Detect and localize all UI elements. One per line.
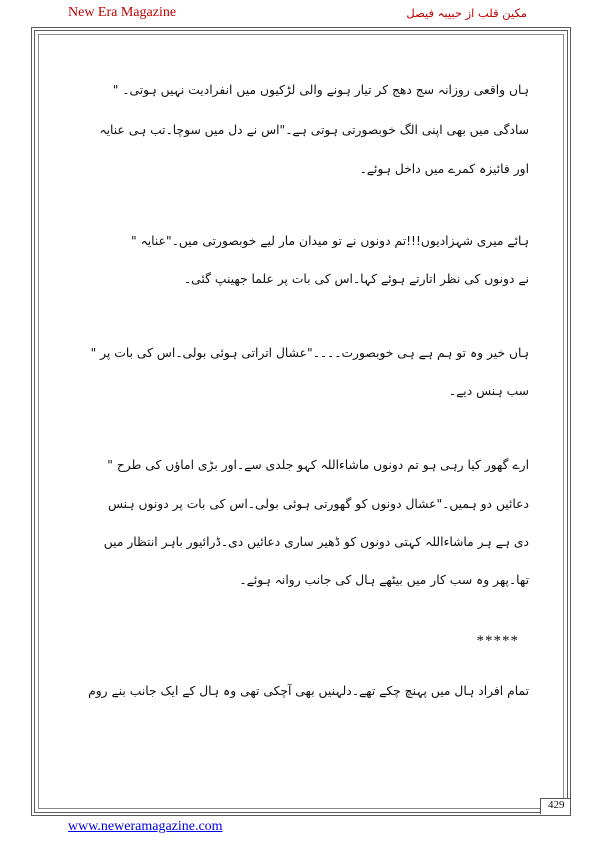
story-title: مکین قلب از حبیبہ فیصل [406, 6, 527, 20]
scene-break: ***** [476, 633, 519, 649]
body-line-12: تمام افراد ہال میں پہنچ چکے تھے۔دلہنیں بھی آچکی تھی وہ ہال کے ایک جانب بنے روم [88, 684, 529, 698]
footer-website-link[interactable]: www.neweramagazine.com [68, 819, 223, 834]
body-line-2: سادگی میں بھی اپنی الگ خوبصورتی ہوتی ہے۔"اس نے دل میں سوچا۔تب ہی عنایہ [99, 123, 529, 137]
body-line-8: ارے گھور کیا رہی ہو تم دونوں ماشاءاللہ کہو جلدی سے۔اور بڑی اماؤں کی طرح " [107, 458, 529, 472]
body-line-7: سب ہنس دیے۔ [448, 384, 529, 398]
magazine-name: New Era Magazine [68, 5, 177, 20]
body-line-5: نے دونوں کی نظر اتارتے ہوئے کہا۔اس کی بات پر علما جھینپ گئی۔ [183, 272, 529, 286]
page-number: 429 [548, 799, 565, 811]
body-line-4: ہائے میری شہزادیوں!!!تم دونوں نے تو میدان مار لیے خوبصورتی میں۔"عنایہ " [130, 234, 529, 248]
body-line-9: دعائیں دو ہمیں۔"عشال دونوں کو گھورتی ہوئی بولی۔اس کی بات پر دونوں ہنس [107, 497, 529, 511]
body-line-3: اور فائیزہ کمرے میں داخل ہوئے۔ [359, 162, 529, 176]
body-line-1: ہاں واقعی روزانہ سج دھج کر تیار ہونے والی لڑکیوں میں انفرادیت نہیں ہوتی۔ " [112, 83, 529, 97]
body-line-6: ہاں خیر وہ تو ہم ہے ہی خوبصورت۔۔۔۔"عشال اتراتی ہوئی بولی۔اس کی بات پر " [90, 346, 529, 360]
body-line-10: دی ہے ہر ماشاءاللہ کہتی دونوں کو ڈھیر ساری دعائیں دی۔ڈرائیور باہر انتظار میں [103, 535, 529, 549]
body-line-11: تھا۔پھر وہ سب کار میں بیٹھے ہال کی جانب روانہ ہوئے۔ [239, 573, 529, 587]
